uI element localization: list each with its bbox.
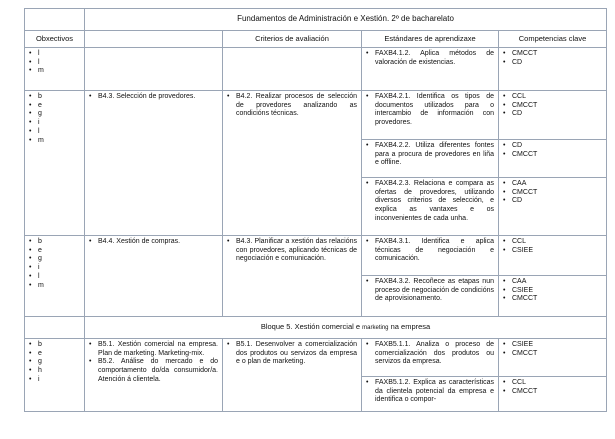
competence-item: • CCL (503, 93, 602, 102)
standard-item: • FAXB4.3.1. Identifica e aplica técnicas de negociación e comunicación. (366, 238, 494, 264)
objective-item: • g (29, 358, 80, 367)
competences-list (503, 278, 602, 304)
objective-item: • l (29, 273, 80, 282)
objective-item: • e (29, 102, 80, 111)
objective-item: • i (29, 264, 80, 273)
competence-item: • CAA (503, 180, 602, 189)
table-title: Fundamentos de Administración e Xestión. 2º de bacharelato (85, 9, 607, 31)
competence-item: • CCL (503, 379, 602, 388)
criterion-item: • B5.1. Desenvolver a comercialización dos produtos ou servizos da empresa e o plan de marketing. (227, 341, 357, 367)
competence-item: • CAA (503, 278, 602, 287)
competence-item: • CMCCT (503, 295, 602, 304)
standard-item: • FAXB5.1.2. Explica as características da clientela potencial da empresa e identifica o compor- (366, 379, 494, 405)
standard-item: • FAXB5.1.1. Analiza o proceso de comercialización dos produtos ou servizos da empresa. (366, 341, 494, 367)
objective-item: • b (29, 93, 80, 102)
competence-item: • CMCCT (503, 102, 602, 111)
competence-item: • CMCCT (503, 189, 602, 198)
competences-list (503, 93, 602, 119)
content-item: • B5.1. Xestión comercial na empresa. Plan de marketing. Marketing-mix. (89, 341, 218, 358)
objective-item: • g (29, 255, 80, 264)
competences-list (503, 180, 602, 206)
competence-item: • CSIEE (503, 287, 602, 296)
competence-item: • CMCCT (503, 350, 602, 359)
header-competences: Competencias clave (499, 31, 607, 48)
competence-item: • CCL (503, 238, 602, 247)
criterion-item: • B4.3. Planificar a xestión das relacións con provedores, aplicando técnicas de negociación e comunicación. (227, 238, 357, 264)
competence-item: • CD (503, 197, 602, 206)
standard-item: • FAXB4.1.2. Aplica métodos de valoración de existencias. (366, 50, 494, 67)
header-standards: Estándares de aprendizaxe (362, 31, 499, 48)
objective-item: • i (29, 119, 80, 128)
objective-item: • l (29, 128, 80, 137)
standard-item: • FAXB4.3.2. Recoñece as etapas nun proceso de negociación de condicións de aprovisionamento. (366, 278, 494, 304)
curriculum-table (24, 8, 607, 412)
objectives-list (29, 238, 80, 290)
standard-item: • FAXB4.2.3. Relaciona e compara as ofertas de provedores, utilizando diversos criterios de selección, e explica as vantaxes e os inconvenientes de cada unha. (366, 180, 494, 224)
competences-list (503, 379, 602, 396)
competence-item: • CMCCT (503, 151, 602, 160)
competence-item: • CD (503, 142, 602, 151)
objective-item: • m (29, 137, 80, 146)
objective-item: • b (29, 238, 80, 247)
content-item: • B4.3. Selección de provedores. (89, 93, 218, 102)
objective-item: • e (29, 247, 80, 256)
competences-list (503, 341, 602, 358)
header-objectives: Obxectivos (25, 31, 85, 48)
competences-list (503, 238, 602, 255)
competence-item: • CMCCT (503, 50, 602, 59)
objective-item: • m (29, 67, 80, 76)
objective-item: • l (29, 50, 80, 59)
competence-item: • CSIEE (503, 247, 602, 256)
objective-item: • e (29, 350, 80, 359)
competence-item: • CSIEE (503, 341, 602, 350)
section-row (25, 317, 607, 339)
header-criteria: Criterios de avaliación (223, 31, 362, 48)
standard-item: • FAXB4.2.2. Utiliza diferentes fontes para a procura de provedores en liña e offline. (366, 142, 494, 168)
standard-item: • FAXB4.2.1. Identifica os tipos de documentos utilizados para o intercambio de información con provedores. (366, 93, 494, 128)
objectives-list (29, 50, 80, 76)
competence-item: • CD (503, 110, 602, 119)
objective-item: • l (29, 59, 80, 68)
objectives-list (29, 93, 80, 145)
objectives-list (29, 341, 80, 385)
table-row (25, 339, 607, 377)
competences-list (503, 50, 602, 67)
objective-item: • h (29, 367, 80, 376)
competences-list (503, 142, 602, 159)
table-row (25, 48, 607, 91)
competence-item: • CMCCT (503, 388, 602, 397)
table-row (25, 236, 607, 276)
table-row (25, 91, 607, 140)
objective-item: • m (29, 282, 80, 291)
objective-item: • b (29, 341, 80, 350)
content-item: • B5.2. Análise do mercado e do comportamento do/da consumidor/a. Atención á clientela. (89, 358, 218, 384)
curriculum-document (24, 8, 606, 412)
objective-item: • g (29, 110, 80, 119)
section-title: Bloque 5. Xestión comercial e marketing na empresa (85, 317, 607, 339)
objective-item: • i (29, 376, 80, 385)
criterion-item: • B4.2. Realizar procesos de selección de provedores analizando as condicións técnicas. (227, 93, 357, 119)
competence-item: • CD (503, 59, 602, 68)
content-item: • B4.4. Xestión de compras. (89, 238, 218, 247)
